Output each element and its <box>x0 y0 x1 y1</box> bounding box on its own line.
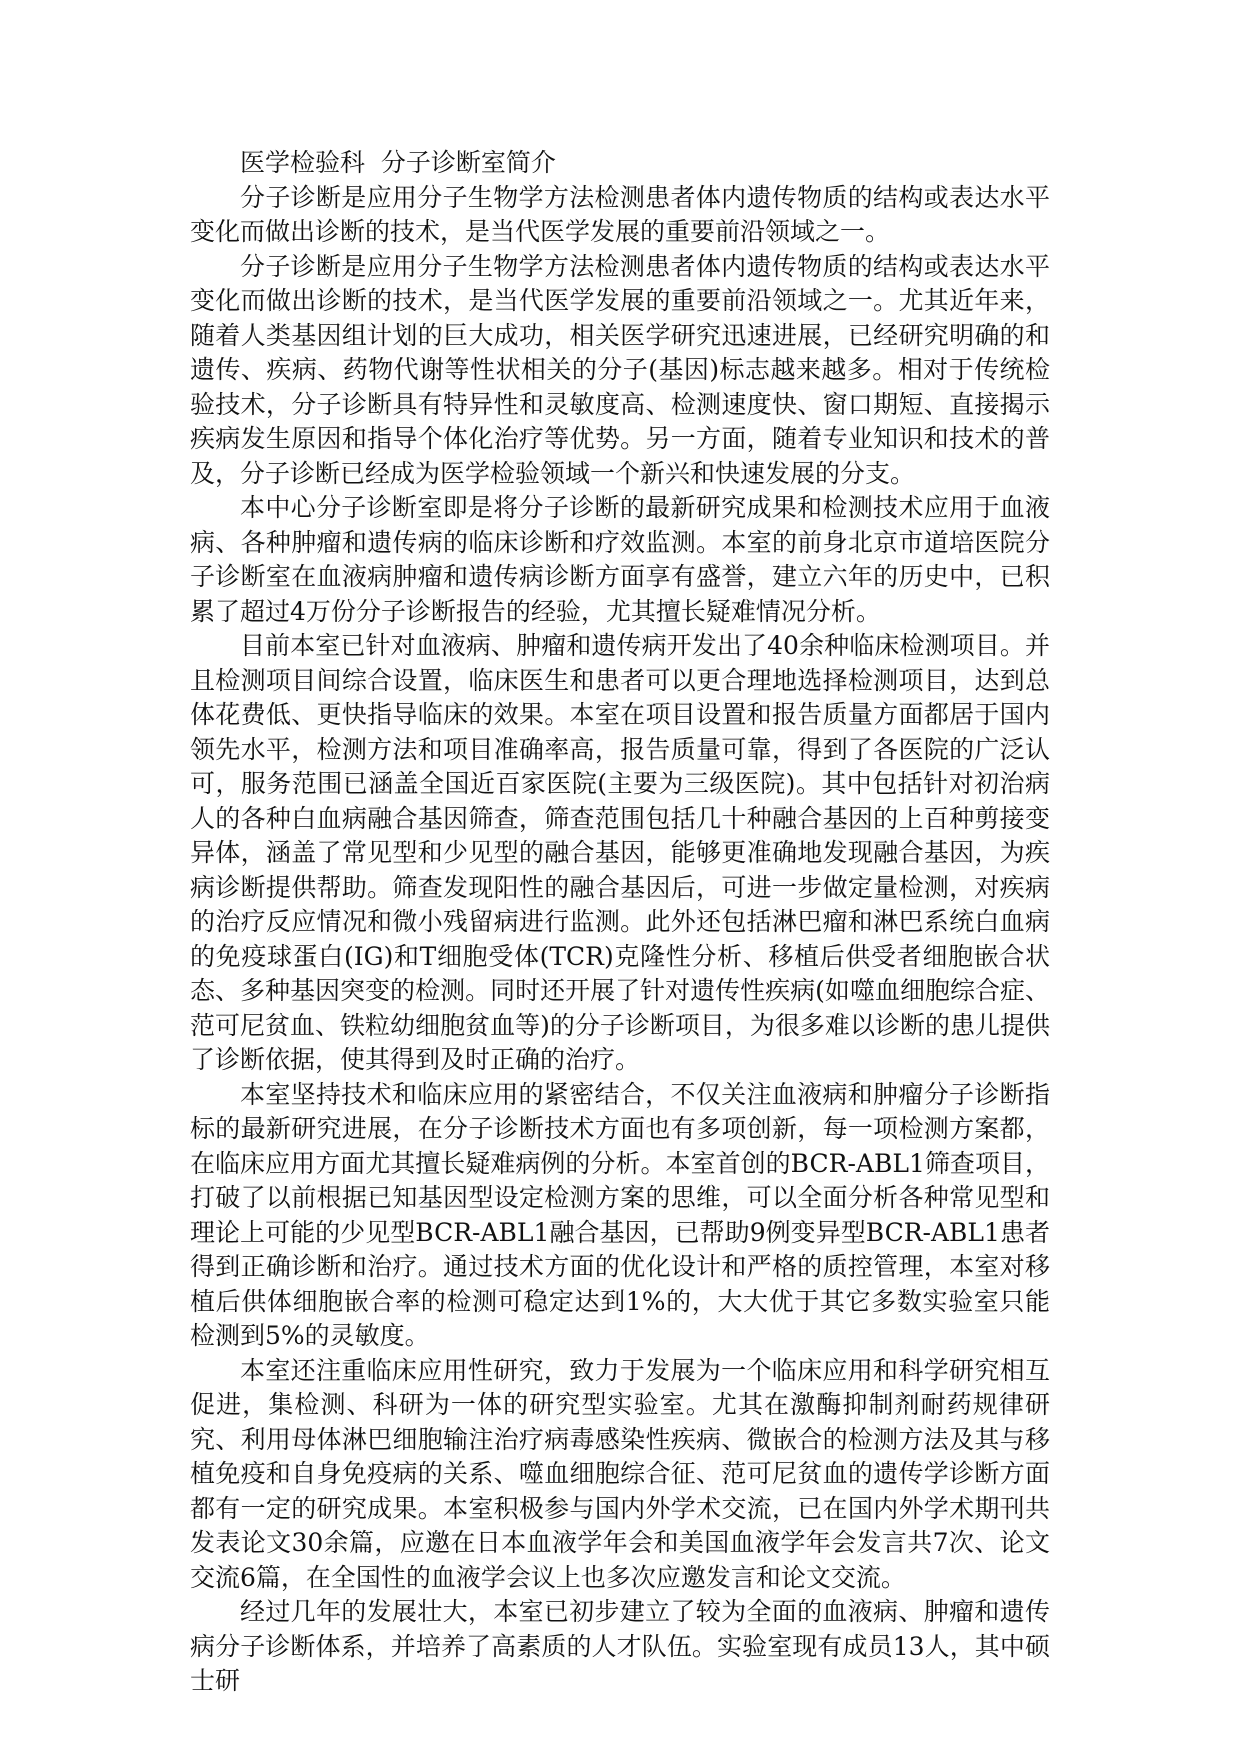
paragraph-2: 分子诊断是应用分子生物学方法检测患者体内遗传物质的结构或表达水平变化而做出诊断的技术，是当代医学发展的重要前沿领域之一。尤其近年来，随着人类基因组计划的巨大成功，相关医学研究迅速进展，已经研究明确的和遗传、疾病、药物代谢等性状相关的分子(基因)标志越来越多。相对于传统检验技术，分子诊断具有特异性和灵敏度高、检测速度快、窗口期短、直接揭示疾病发生原因和指导个体化治疗等优势。另一方面，随着专业知识和技术的普及，分子诊断已经成为医学检验领域一个新兴和快速发展的分支。 <box>190 251 1050 488</box>
document-title: 医学检验科 分子诊断室简介 <box>240 148 556 177</box>
paragraph-1: 分子诊断是应用分子生物学方法检测患者体内遗传物质的结构或表达水平变化而做出诊断的技术，是当代医学发展的重要前沿领域之一。 <box>190 182 1050 246</box>
paragraph-5: 本室坚持技术和临床应用的紧密结合，不仅关注血液病和肿瘤分子诊断指标的最新研究进展，在分子诊断技术方面也有多项创新，每一项检测方案都，在临床应用方面尤其擅长疑难病例的分析。本室首创的BCR-ABL1筛查项目，打破了以前根据已知基因型设定检测方案的思维，可以全面分析各种常见型和理论上可能的少见型BCR-ABL1融合基因，已帮助9例变异型BCR-ABL1患者得到正确诊断和治疗。通过技术方面的优化设计和严格的质控管理，本室对移植后供体细胞嵌合率的检测可稳定达到1%的，大大优于其它多数实验室只能检测到5%的灵敏度。 <box>190 1079 1050 1350</box>
paragraph-6: 本室还注重临床应用性研究，致力于发展为一个临床应用和科学研究相互促进，集检测、科研为一体的研究型实验室。尤其在激酶抑制剂耐药规律研究、利用母体淋巴细胞输注治疗病毒感染性疾病、微嵌合的检测方法及其与移植免疫和自身免疫病的关系、噬血细胞综合征、范可尼贫血的遗传学诊断方面都有一定的研究成果。本室积极参与国内外学术交流，已在国内外学术期刊共发表论文30余篇，应邀在日本血液学年会和美国血液学年会发言共7次、论文交流6篇，在全国性的血液学会议上也多次应邀发言和论文交流。 <box>190 1355 1050 1592</box>
document-page <box>190 146 1050 1699</box>
paragraph-4: 目前本室已针对血液病、肿瘤和遗传病开发出了40余种临床检测项目。并且检测项目间综合设置，临床医生和患者可以更合理地选择检测项目，达到总体花费低、更快指导临床的效果。本室在项目设置和报告质量方面都居于国内领先水平，检测方法和项目准确率高，报告质量可靠，得到了各医院的广泛认可，服务范围已涵盖全国近百家医院(主要为三级医院)。其中包括针对初治病人的各种白血病融合基因筛查，筛查范围包括几十种融合基因的上百种剪接变异体，涵盖了常见型和少见型的融合基因，能够更准确地发现融合基因，为疾病诊断提供帮助。筛查发现阳性的融合基因后，可进一步做定量检测，对疾病的治疗反应情况和微小残留病进行监测。此外还包括淋巴瘤和淋巴系统白血病的免疫球蛋白(IG)和T细胞受体(TCR)克隆性分析、移植后供受者细胞嵌合状态、多种基因突变的检测。同时还开展了针对遗传性疾病(如噬血细胞综合症、范可尼贫血、铁粒幼细胞贫血等)的分子诊断项目，为很多难以诊断的患儿提供了诊断依据，使其得到及时正确的治疗。 <box>190 631 1050 1074</box>
paragraph-7: 经过几年的发展壮大，本室已初步建立了较为全面的血液病、肿瘤和遗传病分子诊断体系，并培养了高素质的人才队伍。实验室现有成员13人，其中硕士研 <box>190 1597 1050 1695</box>
paragraph-3: 本中心分子诊断室即是将分子诊断的最新研究成果和检测技术应用于血液病、各种肿瘤和遗传病的临床诊断和疗效监测。本室的前身北京市道培医院分子诊断室在血液病肿瘤和遗传病诊断方面享有盛誉，建立六年的历史中，已积累了超过4万份分子诊断报告的经验，尤其擅长疑难情况分析。 <box>190 493 1050 626</box>
